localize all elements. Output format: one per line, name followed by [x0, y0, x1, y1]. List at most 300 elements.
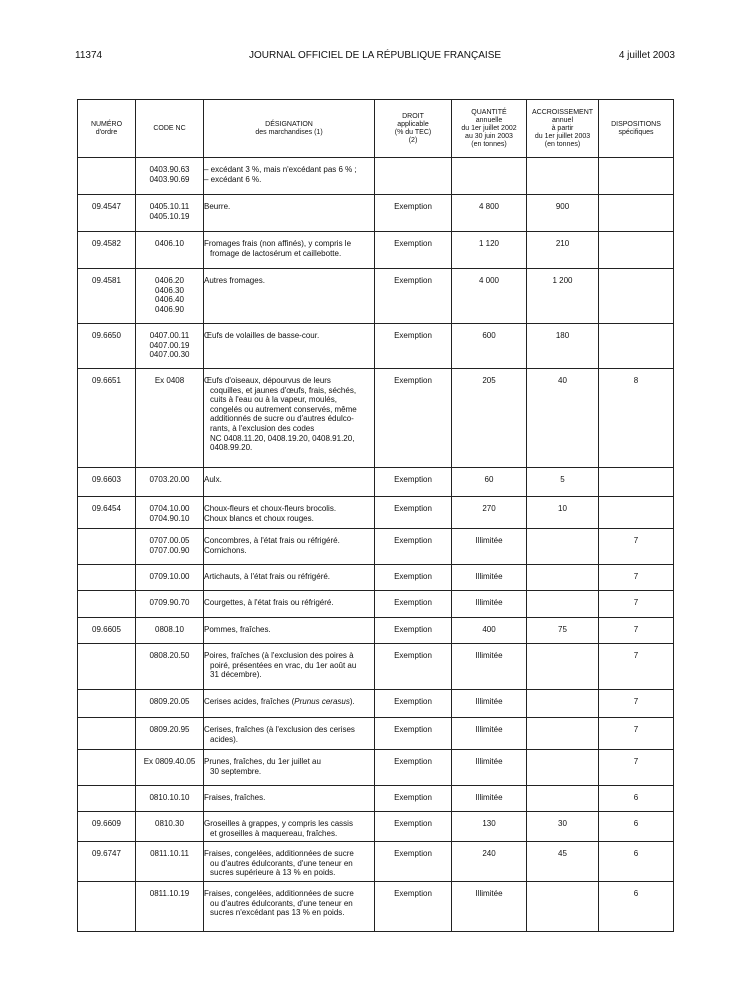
code-list: [136, 618, 203, 635]
designation-text: [204, 369, 374, 453]
designation-line: Beurre.: [204, 202, 231, 211]
designation-line: Artichauts, à l'état frais ou réfrigéré.: [204, 572, 331, 581]
cell-code-nc: [136, 324, 204, 369]
table-row: [78, 529, 674, 565]
designation-text: [204, 497, 374, 523]
cell-accroissement: [527, 812, 599, 842]
col-header-line: d'ordre: [95, 128, 118, 136]
droit-value: Exemption: [394, 849, 432, 858]
dispositions-value: [599, 468, 673, 475]
cell-droit: [375, 842, 452, 882]
cell-quantite: [452, 497, 527, 529]
droit-value: Exemption: [394, 625, 432, 634]
cell-droit: [375, 468, 452, 497]
droit-value: Exemption: [394, 504, 432, 513]
designation-line: Choux blancs et choux rouges.: [204, 513, 314, 523]
cell-code-nc: [136, 369, 204, 468]
designation-line: Œufs de volailles de basse-cour.: [204, 331, 320, 340]
code-nc-value: 0811.10.19: [149, 889, 190, 898]
dispositions-value: [599, 269, 673, 276]
dispositions-value: 7: [633, 697, 639, 706]
cell-quantite: [452, 195, 527, 232]
designation-text: [204, 468, 374, 485]
col-header-line: du 1er juillet 2003: [534, 132, 591, 140]
cell-designation: [204, 369, 375, 468]
page-number: 11374: [75, 50, 103, 61]
quantite-value: 4 800: [478, 202, 500, 211]
cell-accroissement: [527, 718, 599, 750]
code-nc-value: 0707.00.90: [149, 545, 190, 555]
code-list: [136, 812, 203, 829]
cell-designation: [204, 750, 375, 786]
cell-numero: [78, 618, 136, 644]
cell-dispositions: [599, 269, 674, 324]
designation-text: [204, 842, 374, 878]
code-nc-value: 0707.00.05: [149, 536, 190, 545]
dispositions-value: 7: [633, 651, 639, 660]
code-list: [136, 369, 203, 386]
cell-code-nc: [136, 644, 204, 690]
cell-droit: [375, 882, 452, 932]
dispositions-value: 6: [633, 889, 639, 898]
col-header-droit: [375, 100, 452, 158]
cell-numero: [78, 529, 136, 565]
designation-text: [204, 644, 374, 680]
droit-value: Exemption: [394, 202, 432, 211]
code-nc-value: 0407.00.19: [149, 340, 190, 350]
cell-dispositions: [599, 369, 674, 468]
designation-line: Œufs d'oiseaux, dépourvus de leurs: [204, 376, 331, 385]
numero-value: [78, 750, 135, 757]
designation-line: Poires, fraîches (à l'exclusion des poires à: [204, 651, 354, 660]
cell-designation: [204, 690, 375, 718]
cell-code-nc: [136, 882, 204, 932]
cell-designation: [204, 842, 375, 882]
cell-droit: [375, 565, 452, 591]
table-row: [78, 158, 674, 195]
code-list: [136, 195, 203, 221]
table-row: [78, 644, 674, 690]
cell-numero: [78, 842, 136, 882]
cell-droit: [375, 232, 452, 269]
code-list: [136, 750, 203, 767]
designation-line: Fraises, congelées, additionnées de sucre: [204, 889, 354, 898]
table-row: [78, 842, 674, 882]
numero-value: [78, 529, 135, 536]
droit-value: Exemption: [394, 331, 432, 340]
cell-designation: [204, 468, 375, 497]
col-header-line: au 30 juin 2003: [465, 132, 513, 140]
col-header-line: DÉSIGNATION: [265, 120, 313, 128]
numero-value: 09.4581: [92, 276, 121, 285]
cell-droit: [375, 750, 452, 786]
designation-text: [204, 812, 374, 838]
table-row: [78, 618, 674, 644]
cell-designation: [204, 529, 375, 565]
designation-line: NC 0408.11.20, 0408.19.20, 0408.91.20,: [210, 433, 355, 443]
accroissement-value: [527, 786, 598, 793]
col-header-designation: [204, 100, 375, 158]
code-nc-value: 0406.40: [155, 295, 184, 305]
designation-line: 31 décembre).: [210, 670, 262, 680]
designation-line: et groseilles à maquereau, fraîches.: [210, 828, 338, 838]
quantite-value: Illimitée: [475, 725, 503, 734]
designation-line: rants, à l'exclusion des codes: [210, 423, 315, 433]
col-header-line: DROIT: [402, 112, 424, 120]
cell-droit: [375, 269, 452, 324]
col-header-quantite: [452, 100, 527, 158]
cell-droit: [375, 786, 452, 812]
code-list: [136, 269, 203, 314]
cell-droit: [375, 158, 452, 195]
accroissement-value: [527, 529, 598, 536]
numero-value: [78, 690, 135, 697]
dispositions-value: 6: [633, 849, 639, 858]
cell-droit: [375, 369, 452, 468]
table-row: [78, 750, 674, 786]
quantite-value: Illimitée: [475, 536, 503, 545]
col-header-accroissement: [527, 100, 599, 158]
droit-value: Exemption: [394, 475, 432, 484]
droit-value: Exemption: [394, 889, 432, 898]
cell-accroissement: [527, 324, 599, 369]
designation-line: cuits à l'eau ou à la vapeur, moulés,: [210, 395, 337, 405]
cell-dispositions: [599, 529, 674, 565]
code-list: [136, 718, 203, 735]
designation-text: [204, 269, 374, 286]
dispositions-value: [599, 232, 673, 239]
accroissement-value: [527, 644, 598, 651]
quantite-value: [452, 158, 526, 165]
designation-line: Concombres, à l'état frais ou réfrigéré.: [204, 536, 340, 545]
col-header-line: du 1er juillet 2002: [461, 124, 517, 132]
table-row: [78, 565, 674, 591]
table-row: [78, 882, 674, 932]
dispositions-value: 7: [633, 725, 639, 734]
col-header-line: (2): [408, 136, 418, 144]
cell-droit: [375, 497, 452, 529]
accroissement-value: 10: [558, 504, 567, 513]
code-list: [136, 158, 203, 184]
code-nc-value: 0406.20: [155, 276, 184, 285]
cell-code-nc: [136, 591, 204, 618]
col-header-dispositions: [599, 100, 674, 158]
accroissement-value: [527, 158, 598, 165]
cell-designation: [204, 195, 375, 232]
col-header-line: à partir: [551, 124, 574, 132]
table-row: [78, 232, 674, 269]
cell-code-nc: [136, 786, 204, 812]
accroissement-value: 210: [555, 239, 570, 248]
quantite-value: 130: [482, 819, 496, 828]
numero-value: [78, 786, 135, 793]
cell-dispositions: [599, 644, 674, 690]
cell-quantite: [452, 690, 527, 718]
accroissement-value: 900: [555, 202, 570, 211]
table-row: [78, 195, 674, 232]
accroissement-value: [527, 750, 598, 757]
numero-value: 09.6650: [92, 331, 121, 340]
cell-designation: [204, 618, 375, 644]
code-nc-value: 0808.20.50: [149, 651, 190, 660]
cell-accroissement: [527, 644, 599, 690]
cell-code-nc: [136, 842, 204, 882]
cell-numero: [78, 369, 136, 468]
cell-numero: [78, 269, 136, 324]
col-header-line: applicable: [397, 120, 429, 128]
cell-designation: [204, 232, 375, 269]
cell-numero: [78, 812, 136, 842]
numero-value: 09.6747: [92, 849, 121, 858]
cell-numero: [78, 786, 136, 812]
cell-dispositions: [599, 842, 674, 882]
cell-dispositions: [599, 565, 674, 591]
cell-accroissement: [527, 750, 599, 786]
col-header-line: (% du TEC): [394, 128, 432, 136]
cell-code-nc: [136, 195, 204, 232]
cell-numero: [78, 497, 136, 529]
numero-value: 09.6609: [92, 819, 121, 828]
accroissement-value: [527, 882, 598, 889]
cell-dispositions: [599, 718, 674, 750]
designation-line: ou d'autres édulcorants, d'une teneur en: [210, 898, 353, 908]
quantite-value: 400: [482, 625, 496, 634]
droit-value: Exemption: [394, 793, 432, 802]
dispositions-value: 7: [633, 536, 639, 545]
table-row: [78, 497, 674, 529]
code-list: [136, 565, 203, 582]
code-list: [136, 232, 203, 249]
cell-droit: [375, 718, 452, 750]
tariff-quota-table: [77, 99, 674, 932]
numero-value: [78, 644, 135, 651]
numero-value: [78, 718, 135, 725]
dispositions-value: [599, 158, 673, 165]
cell-accroissement: [527, 529, 599, 565]
designation-text: [204, 195, 374, 212]
col-header-code: [136, 100, 204, 158]
col-header-line: (en tonnes): [544, 140, 581, 148]
code-list: [136, 786, 203, 803]
droit-value: Exemption: [394, 572, 432, 581]
dispositions-value: [599, 195, 673, 202]
dispositions-value: [599, 324, 673, 331]
cell-designation: [204, 269, 375, 324]
quantite-value: 1 120: [478, 239, 500, 248]
col-header-numero: [78, 100, 136, 158]
cell-code-nc: [136, 565, 204, 591]
table-row: [78, 591, 674, 618]
cell-designation: [204, 565, 375, 591]
designation-text: [204, 529, 374, 555]
code-nc-value: 0704.10.00: [149, 504, 190, 513]
cell-accroissement: [527, 158, 599, 195]
designation-line: fromage de lactosérum et caillebotte.: [210, 248, 342, 258]
designation-line: congelés ou autrement conservés, même: [210, 404, 357, 414]
cell-quantite: [452, 591, 527, 618]
col-header-line: ACCROISSEMENT: [531, 108, 594, 116]
code-nc-value: 0405.10.19: [149, 211, 190, 221]
designation-line: sucres n'excédant pas 13 % en poids.: [210, 908, 345, 918]
cell-dispositions: [599, 690, 674, 718]
quantite-value: 4 000: [478, 276, 500, 285]
designation-line: Prunes, fraîches, du 1er juillet au: [204, 757, 321, 766]
table-row: [78, 468, 674, 497]
cell-numero: [78, 690, 136, 718]
accroissement-value: 30: [558, 819, 567, 828]
code-nc-value: 0809.20.05: [149, 697, 190, 706]
designation-line: Choux-fleurs et choux-fleurs brocolis.: [204, 504, 337, 513]
droit-value: Exemption: [394, 376, 432, 385]
cell-accroissement: [527, 369, 599, 468]
cell-numero: [78, 718, 136, 750]
cell-numero: [78, 644, 136, 690]
col-header-line: des marchandises (1): [255, 128, 323, 136]
cell-quantite: [452, 565, 527, 591]
designation-text: [204, 324, 374, 341]
designation-line: ou d'autres édulcorants, d'une teneur en: [210, 858, 353, 868]
droit-value: Exemption: [394, 819, 432, 828]
journal-title: JOURNAL OFFICIEL DE LA RÉPUBLIQUE FRANÇAISE: [248, 50, 502, 61]
cell-quantite: [452, 812, 527, 842]
col-header-line: (en tonnes): [471, 140, 507, 148]
cell-numero: [78, 468, 136, 497]
cell-code-nc: [136, 618, 204, 644]
code-nc-value: 0405.10.11: [149, 202, 190, 211]
designation-line: Fraises, congelées, additionnées de sucre: [204, 849, 354, 858]
cell-code-nc: [136, 158, 204, 195]
quantite-value: Illimitée: [475, 697, 503, 706]
cell-droit: [375, 591, 452, 618]
code-nc-value: 0406.90: [155, 304, 184, 314]
designation-text: [204, 690, 374, 707]
cell-designation: [204, 812, 375, 842]
designation-text: [204, 750, 374, 776]
cell-designation: [204, 158, 375, 195]
cell-quantite: [452, 269, 527, 324]
accroissement-value: 75: [558, 625, 567, 634]
cell-dispositions: [599, 786, 674, 812]
designation-text: [204, 618, 374, 635]
cell-droit: [375, 618, 452, 644]
col-header-line: CODE NC: [153, 124, 186, 132]
table-header-row: [78, 100, 674, 158]
quantite-value: Illimitée: [475, 793, 503, 802]
accroissement-value: 5: [560, 475, 565, 484]
numero-value: 09.4547: [92, 202, 121, 211]
cell-numero: [78, 158, 136, 195]
designation-line: Cornichons.: [204, 545, 247, 555]
numero-value: 09.6605: [92, 625, 121, 634]
cell-quantite: [452, 882, 527, 932]
cell-code-nc: [136, 497, 204, 529]
designation-line: 0408.99.20.: [210, 443, 253, 453]
designation-line: Courgettes, à l'état frais ou réfrigéré.: [204, 598, 334, 607]
cell-designation: [204, 497, 375, 529]
cell-numero: [78, 565, 136, 591]
cell-accroissement: [527, 842, 599, 882]
code-nc-value: 0810.30: [155, 819, 184, 828]
table-row: [78, 369, 674, 468]
designation-line: acides).: [210, 734, 239, 744]
designation-line: Autres fromages.: [204, 276, 265, 285]
designation-line: Cerises acides, fraîches (Prunus cerasus).: [204, 697, 355, 706]
cell-accroissement: [527, 786, 599, 812]
cell-accroissement: [527, 269, 599, 324]
dispositions-value: 6: [633, 793, 639, 802]
cell-dispositions: [599, 468, 674, 497]
cell-designation: [204, 718, 375, 750]
accroissement-value: [527, 591, 598, 598]
table-row: [78, 786, 674, 812]
numero-value: [78, 158, 135, 165]
designation-line: – excédant 3 %, mais n'excédant pas 6 % ;: [204, 165, 357, 174]
cell-designation: [204, 786, 375, 812]
accroissement-value: 180: [555, 331, 570, 340]
code-nc-value: 0811.10.11: [150, 849, 189, 858]
numero-value: 09.6651: [92, 376, 121, 385]
droit-value: Exemption: [394, 276, 432, 285]
cell-dispositions: [599, 618, 674, 644]
cell-quantite: [452, 644, 527, 690]
cell-quantite: [452, 618, 527, 644]
cell-accroissement: [527, 882, 599, 932]
cell-dispositions: [599, 812, 674, 842]
cell-code-nc: [136, 529, 204, 565]
code-list: [136, 591, 203, 608]
code-nc-value: 0703.20.00: [149, 475, 190, 484]
code-list: [136, 644, 203, 661]
numero-value: [78, 565, 135, 572]
cell-quantite: [452, 369, 527, 468]
quantite-value: Illimitée: [475, 757, 503, 766]
dispositions-value: 8: [633, 376, 639, 385]
cell-accroissement: [527, 232, 599, 269]
numero-value: [78, 591, 135, 598]
numero-value: [78, 882, 135, 889]
publication-date: 4 juillet 2003: [618, 50, 675, 61]
page-header: [75, 50, 675, 64]
table-body: [78, 158, 674, 932]
code-nc-value: 0406.30: [155, 285, 184, 295]
table-row: [78, 690, 674, 718]
cell-accroissement: [527, 497, 599, 529]
col-header-line: annuel: [551, 116, 574, 124]
numero-value: 09.6454: [92, 504, 121, 513]
code-nc-value: 0403.90.63: [149, 165, 190, 174]
cell-numero: [78, 591, 136, 618]
code-list: [136, 842, 203, 859]
droit-value: Exemption: [394, 239, 432, 248]
cell-numero: [78, 232, 136, 269]
dispositions-value: 7: [633, 572, 639, 581]
designation-line: Groseilles à grappes, y compris les cassis: [204, 819, 353, 828]
cell-accroissement: [527, 565, 599, 591]
droit-value: [375, 158, 451, 165]
code-list: [136, 529, 203, 555]
table-row: [78, 812, 674, 842]
code-nc-value: 0704.90.10: [149, 513, 190, 523]
col-header-line: spécifiques: [618, 128, 654, 136]
designation-text: [204, 882, 374, 918]
col-header-line: annuelle: [475, 116, 503, 124]
code-nc-value: 0810.10.10: [149, 793, 190, 802]
designation-text: [204, 718, 374, 744]
cell-designation: [204, 324, 375, 369]
designation-line: 30 septembre.: [210, 766, 262, 776]
cell-dispositions: [599, 324, 674, 369]
code-list: [136, 690, 203, 707]
